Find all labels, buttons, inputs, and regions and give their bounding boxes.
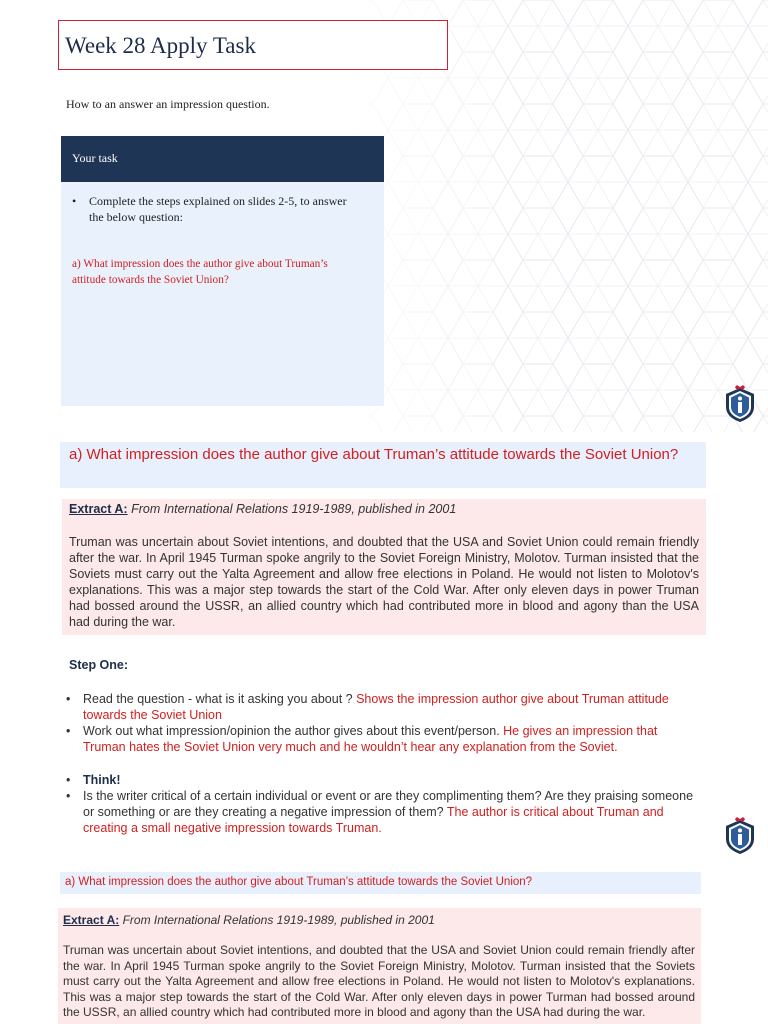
bullet-icon: •	[66, 692, 71, 706]
subtitle: How to an answer an impression question.	[66, 97, 270, 111]
step-question: Read the question - what is it asking you about ?	[83, 692, 357, 706]
extract-text: Truman was uncertain about Soviet intentions, and doubted that the USA and Soviet Union could remain friendly after the war. In April 1945 Turman spoke angrily to the Soviet Foreign Ministry, Molotov. Turman insisted that the Soviets must carry out the Yalta Agreement and allow free elections in Poland. He would not listen to Molotov's explanations. This was a major step towards the start of the Cold War. After only eleven days in power Turman had bossed around the USSR, an allied country which had contributed more in blood and agony than the USA had during the war.	[63, 943, 695, 1019]
title-box	[58, 20, 448, 70]
step-answer: He gives an impression that Truman hates the Soviet Union very much and he wouldn’t hear any explanation from the Soviet.	[83, 724, 658, 754]
list-item	[66, 772, 702, 788]
crest-i-logo-icon	[724, 385, 756, 423]
extract-heading	[69, 502, 456, 516]
task-header	[61, 136, 384, 182]
question-text: a) What impression does the author give about Truman’s attitude towards the Soviet Union?	[65, 876, 533, 888]
extract-box	[62, 499, 706, 635]
crest-i-logo-icon	[724, 817, 756, 855]
step-one-title: Step One:	[69, 658, 129, 672]
extract-source: From International Relations 1919-1989, published in 2001	[127, 502, 457, 516]
task-bullet	[72, 193, 362, 225]
task-header-label: Your task	[72, 151, 118, 165]
task-question: a) What impression does the author give about Truman’s attitude towards the Soviet Union?	[72, 258, 328, 286]
extract-heading	[63, 913, 435, 927]
step-answer: Shows the impression author give about Truman attitude towards the Soviet Union	[83, 692, 669, 722]
slide-1	[0, 0, 768, 432]
list-item	[66, 723, 702, 755]
extract-text: Truman was uncertain about Soviet intentions, and doubted that the USA and Soviet Union could remain friendly after the war. In April 1945 Turman spoke angrily to the Soviet Foreign Ministry, Molotov. Turman insisted that the Soviets must carry out the Yalta Agreement and allow free elections in Poland. He would not listen to Molotov's explanations. This was a major step towards the start of the Cold War. After only eleven days in power Truman had bossed around the USSR, an allied country which had contributed more in blood and agony than the USA had during the war.	[69, 535, 699, 629]
slide-3	[0, 864, 768, 1024]
list-item	[66, 788, 702, 836]
question-text: a) What impression does the author give about Truman’s attitude towards the Soviet Union?	[69, 446, 679, 463]
extract-label: Extract A:	[69, 502, 128, 516]
bullet-icon: •	[66, 789, 71, 803]
bullet-icon: •	[66, 773, 71, 787]
extract-label: Extract A:	[63, 913, 120, 927]
step-answer: The author is critical about Truman and creating a small negative impression towards Truman.	[83, 805, 664, 835]
step-question: Work out what impression/opinion the author gives about this event/person.	[83, 724, 504, 738]
step-question: Is the writer critical of a certain individual or event or are they complimenting them? Are they praising someone or something or are they creating a negative impression of them?	[83, 789, 694, 819]
page-title: Week 28 Apply Task	[65, 33, 256, 58]
extract-box	[58, 908, 701, 1024]
task-body	[61, 182, 384, 406]
question-banner	[60, 872, 701, 894]
list-item	[66, 691, 702, 723]
think-label: Think!	[83, 773, 121, 787]
extract-source: From International Relations 1919-1989, published in 2001	[119, 913, 435, 927]
task-bullet-text: Complete the steps explained on slides 2-5, to answer the below question:	[89, 194, 347, 224]
step-list	[66, 691, 702, 836]
bullet-icon: •	[66, 724, 71, 738]
slide-2	[0, 432, 768, 864]
bullet-icon: •	[72, 194, 77, 208]
question-banner	[60, 442, 706, 488]
